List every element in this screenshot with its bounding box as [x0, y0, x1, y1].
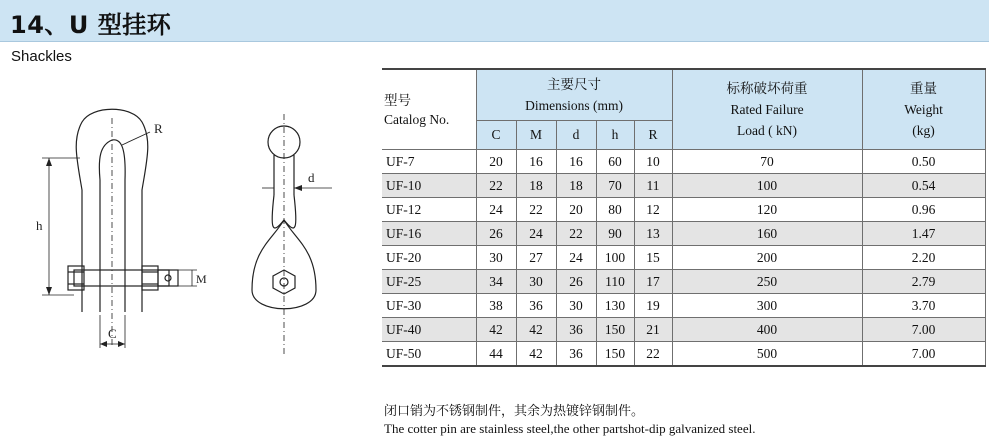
cell-m: 16	[516, 150, 556, 174]
cell-model: UF-16	[382, 222, 476, 246]
header-dim-d: d	[556, 121, 596, 150]
note-chinese: 闭口销为不锈钢制件，其余为热镀锌钢制件。	[384, 404, 645, 419]
cell-weight: 0.50	[862, 150, 985, 174]
table-row	[382, 318, 985, 342]
cell-m: 30	[516, 270, 556, 294]
note-english: The cotter pin are stainless steel,the other partshot-dip galvanized steel.	[384, 421, 756, 436]
cell-load: 200	[672, 246, 862, 270]
cell-d: 24	[556, 246, 596, 270]
cell-weight: 1.47	[862, 222, 985, 246]
cell-d: 22	[556, 222, 596, 246]
cell-m: 18	[516, 174, 556, 198]
cell-c: 38	[476, 294, 516, 318]
cell-r: 11	[634, 174, 672, 198]
table-row	[382, 222, 985, 246]
cell-model: UF-20	[382, 246, 476, 270]
cell-load: 300	[672, 294, 862, 318]
cell-r: 13	[634, 222, 672, 246]
cell-c: 22	[476, 174, 516, 198]
cell-r: 19	[634, 294, 672, 318]
cell-m: 42	[516, 342, 556, 367]
cell-h: 60	[596, 150, 634, 174]
cell-weight: 7.00	[862, 318, 985, 342]
cell-model: UF-50	[382, 342, 476, 367]
header-dimensions: 主要尺寸 Dimensions (mm)	[476, 69, 672, 121]
cell-d: 30	[556, 294, 596, 318]
cell-weight: 0.96	[862, 198, 985, 222]
cell-model: UF-30	[382, 294, 476, 318]
header-dim-r: R	[634, 121, 672, 150]
header-weight: 重量 Weight (kg)	[862, 69, 985, 150]
cell-model: UF-10	[382, 174, 476, 198]
cell-load: 120	[672, 198, 862, 222]
cell-c: 42	[476, 318, 516, 342]
cell-h: 150	[596, 342, 634, 367]
cell-m: 42	[516, 318, 556, 342]
shackle-drawing	[22, 100, 352, 360]
table-row	[382, 150, 985, 174]
cell-r: 15	[634, 246, 672, 270]
cell-h: 100	[596, 246, 634, 270]
label-m: M	[196, 272, 207, 286]
table-row	[382, 246, 985, 270]
cell-c: 34	[476, 270, 516, 294]
header-band	[0, 0, 989, 42]
cell-model: UF-40	[382, 318, 476, 342]
page-subtitle: Shackles	[11, 48, 72, 65]
cell-d: 16	[556, 150, 596, 174]
spec-table	[382, 68, 986, 367]
label-d: d	[308, 170, 315, 185]
page-title: 14、U 型挂环	[10, 11, 172, 39]
cell-m: 36	[516, 294, 556, 318]
cell-c: 24	[476, 198, 516, 222]
header-catalog: 型号 Catalog No.	[382, 69, 476, 150]
cell-c: 44	[476, 342, 516, 367]
cell-m: 24	[516, 222, 556, 246]
cell-h: 130	[596, 294, 634, 318]
table-row	[382, 174, 985, 198]
cell-r: 22	[634, 342, 672, 367]
cell-weight: 3.70	[862, 294, 985, 318]
cell-load: 500	[672, 342, 862, 367]
table-row	[382, 270, 985, 294]
cell-r: 12	[634, 198, 672, 222]
cell-c: 20	[476, 150, 516, 174]
cell-model: UF-12	[382, 198, 476, 222]
cell-m: 22	[516, 198, 556, 222]
cell-r: 21	[634, 318, 672, 342]
cell-h: 150	[596, 318, 634, 342]
label-h: h	[36, 218, 43, 233]
table-row	[382, 342, 985, 367]
cell-c: 30	[476, 246, 516, 270]
cell-r: 17	[634, 270, 672, 294]
cell-weight: 2.79	[862, 270, 985, 294]
cell-load: 70	[672, 150, 862, 174]
cell-load: 100	[672, 174, 862, 198]
label-r: R	[154, 121, 163, 136]
header-dim-m: M	[516, 121, 556, 150]
header-dim-c: C	[476, 121, 516, 150]
cell-load: 400	[672, 318, 862, 342]
table-row	[382, 198, 985, 222]
header-dim-h: h	[596, 121, 634, 150]
cell-model: UF-25	[382, 270, 476, 294]
cell-d: 36	[556, 342, 596, 367]
cell-h: 80	[596, 198, 634, 222]
cell-h: 90	[596, 222, 634, 246]
cell-h: 110	[596, 270, 634, 294]
cell-weight: 2.20	[862, 246, 985, 270]
cell-d: 36	[556, 318, 596, 342]
cell-m: 27	[516, 246, 556, 270]
cell-d: 20	[556, 198, 596, 222]
cell-load: 160	[672, 222, 862, 246]
cell-d: 26	[556, 270, 596, 294]
label-c: C	[108, 326, 117, 341]
cell-weight: 7.00	[862, 342, 985, 367]
header-load: 标称破坏荷重 Rated Failure Load ( kN)	[672, 69, 862, 150]
table-row	[382, 294, 985, 318]
cell-r: 10	[634, 150, 672, 174]
cell-d: 18	[556, 174, 596, 198]
cell-weight: 0.54	[862, 174, 985, 198]
cell-c: 26	[476, 222, 516, 246]
cell-h: 70	[596, 174, 634, 198]
cell-model: UF-7	[382, 150, 476, 174]
cell-load: 250	[672, 270, 862, 294]
